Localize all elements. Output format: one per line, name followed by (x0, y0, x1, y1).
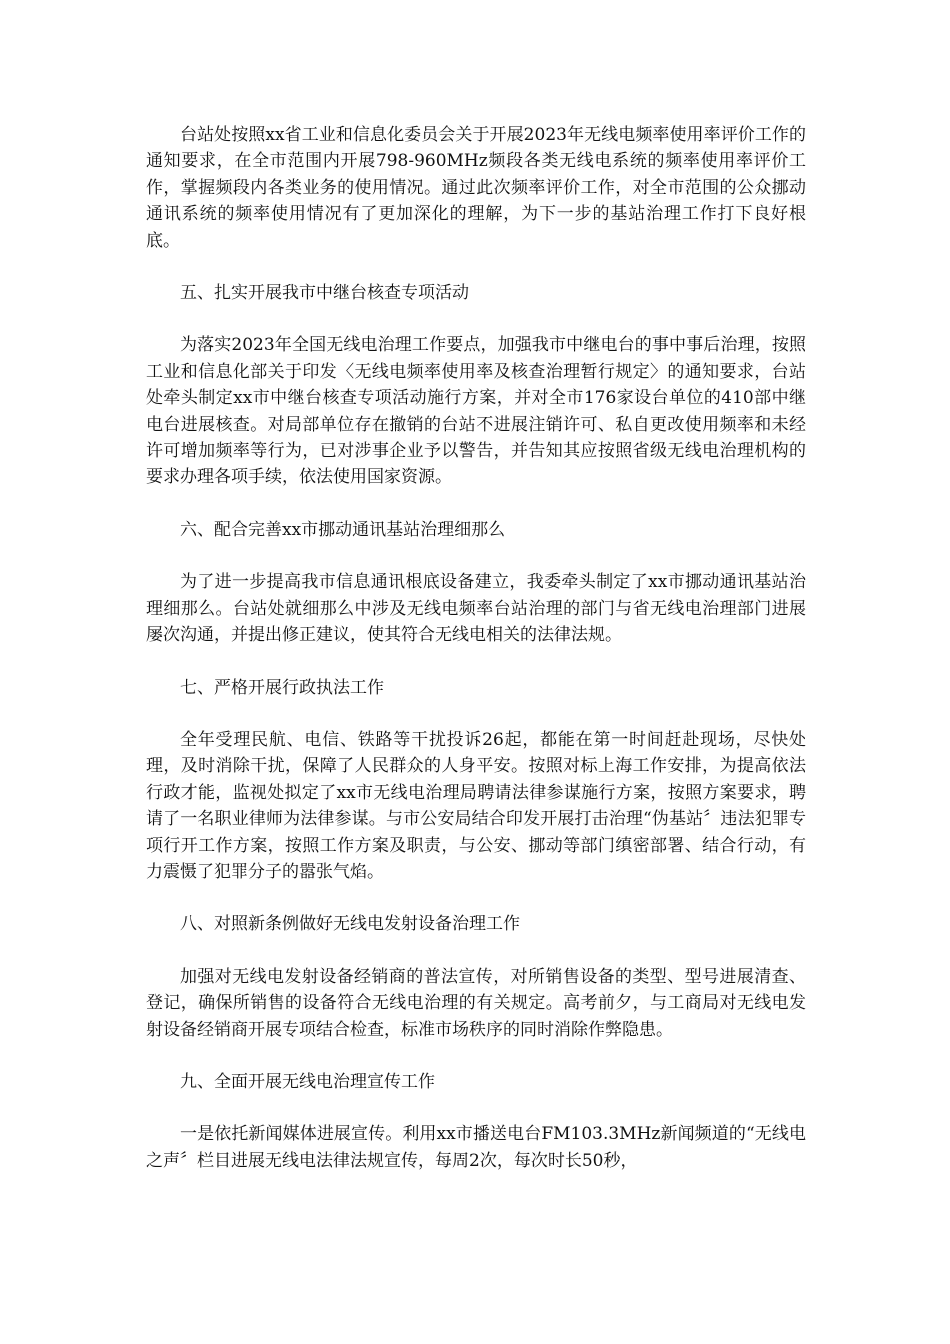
document-body (146, 122, 806, 1200)
paragraph-administrative-enforcement: 全年受理民航、电信、铁路等干扰投诉26起，都能在第一时间赶赴现场，尽快处理，及时消除干扰，保障了人民群众的人身平安。按照对标上海工作安排，为提高依法行政才能，监视处拟定了xx市无线电治理局聘请法律参谋施行方案，按照方案要求，聘请了一名职业律师为法律参谋。与市公安局结合印发开展打击治理“伪基站〞违法犯罪专项行开工作方案，按照工作方案及职责，与公安、挪动等部门缜密部署、结合行动，有力震慑了犯罪分子的嚣张气焰。 (146, 729, 806, 882)
section-heading-5: 五、扎实开展我市中继台核查专项活动 (180, 283, 469, 304)
paragraph-base-station-rules: 为了进一步提高我市信息通讯根底设备建立，我委牵头制定了xx市挪动通讯基站治理细那么。台站处就细那么中涉及无线电频率台站治理的部门与省无线电治理部门进展屡次沟通，并提出修正建议，使其符合无线电相关的法律法规。 (146, 572, 806, 646)
paragraph-transmitter-management: 加强对无线电发射设备经销商的普法宣传，对所销售设备的类型、型号进展清查、登记，确保所销售的设备符合无线电治理的有关规定。高考前夕，与工商局对无线电发射设备经销商开展专项结合检查，标准市场秩序的同时消除作弊隐患。 (146, 966, 806, 1040)
section-heading-9: 九、全面开展无线电治理宣传工作 (180, 1071, 435, 1092)
paragraph-frequency-evaluation: 台站处按照xx省工业和信息化委员会关于开展2023年无线电频率使用率评价工作的通知要求，在全市范围内开展798-960MHz频段各类无线电系统的频率使用率评价工作，掌握频段内各类业务的使用情况。通过此次频率评价工作，对全市范围的公众挪动通讯系统的频率使用情况有了更加深化的理解，为下一步的基站治理工作打下良好根底。 (146, 125, 806, 251)
paragraph-relay-station-inspection: 为落实2023年全国无线电治理工作要点，加强我市中继电台的事中事后治理，按照工业和信息化部关于印发〈无线电频率使用率及核查治理暂行规定〉的通知要求，台站处牵头制定xx市中继台核查专项活动施行方案，并对全市176家设台单位的410部中继电台进展核查。对局部单位存在撤销的台站不进展注销许可、私自更改使用频率和未经许可增加频率等行为，已对涉事企业予以警告，并告知其应按照省级无线电治理机构的要求办理各项手续，依法使用国家资源。 (146, 335, 806, 488)
section-heading-7: 七、严格开展行政执法工作 (180, 677, 384, 698)
section-heading-6: 六、配合完善xx市挪动通讯基站治理细那么 (180, 519, 506, 540)
paragraph-publicity: 一是依托新闻媒体进展宣传。利用xx市播送电台FM103.3MHz新闻频道的“无线电之声〞栏目进展无线电法律法规宣传，每周2次，每次时长50秒， (146, 1124, 806, 1171)
section-heading-8: 八、对照新条例做好无线电发射设备治理工作 (180, 914, 520, 935)
